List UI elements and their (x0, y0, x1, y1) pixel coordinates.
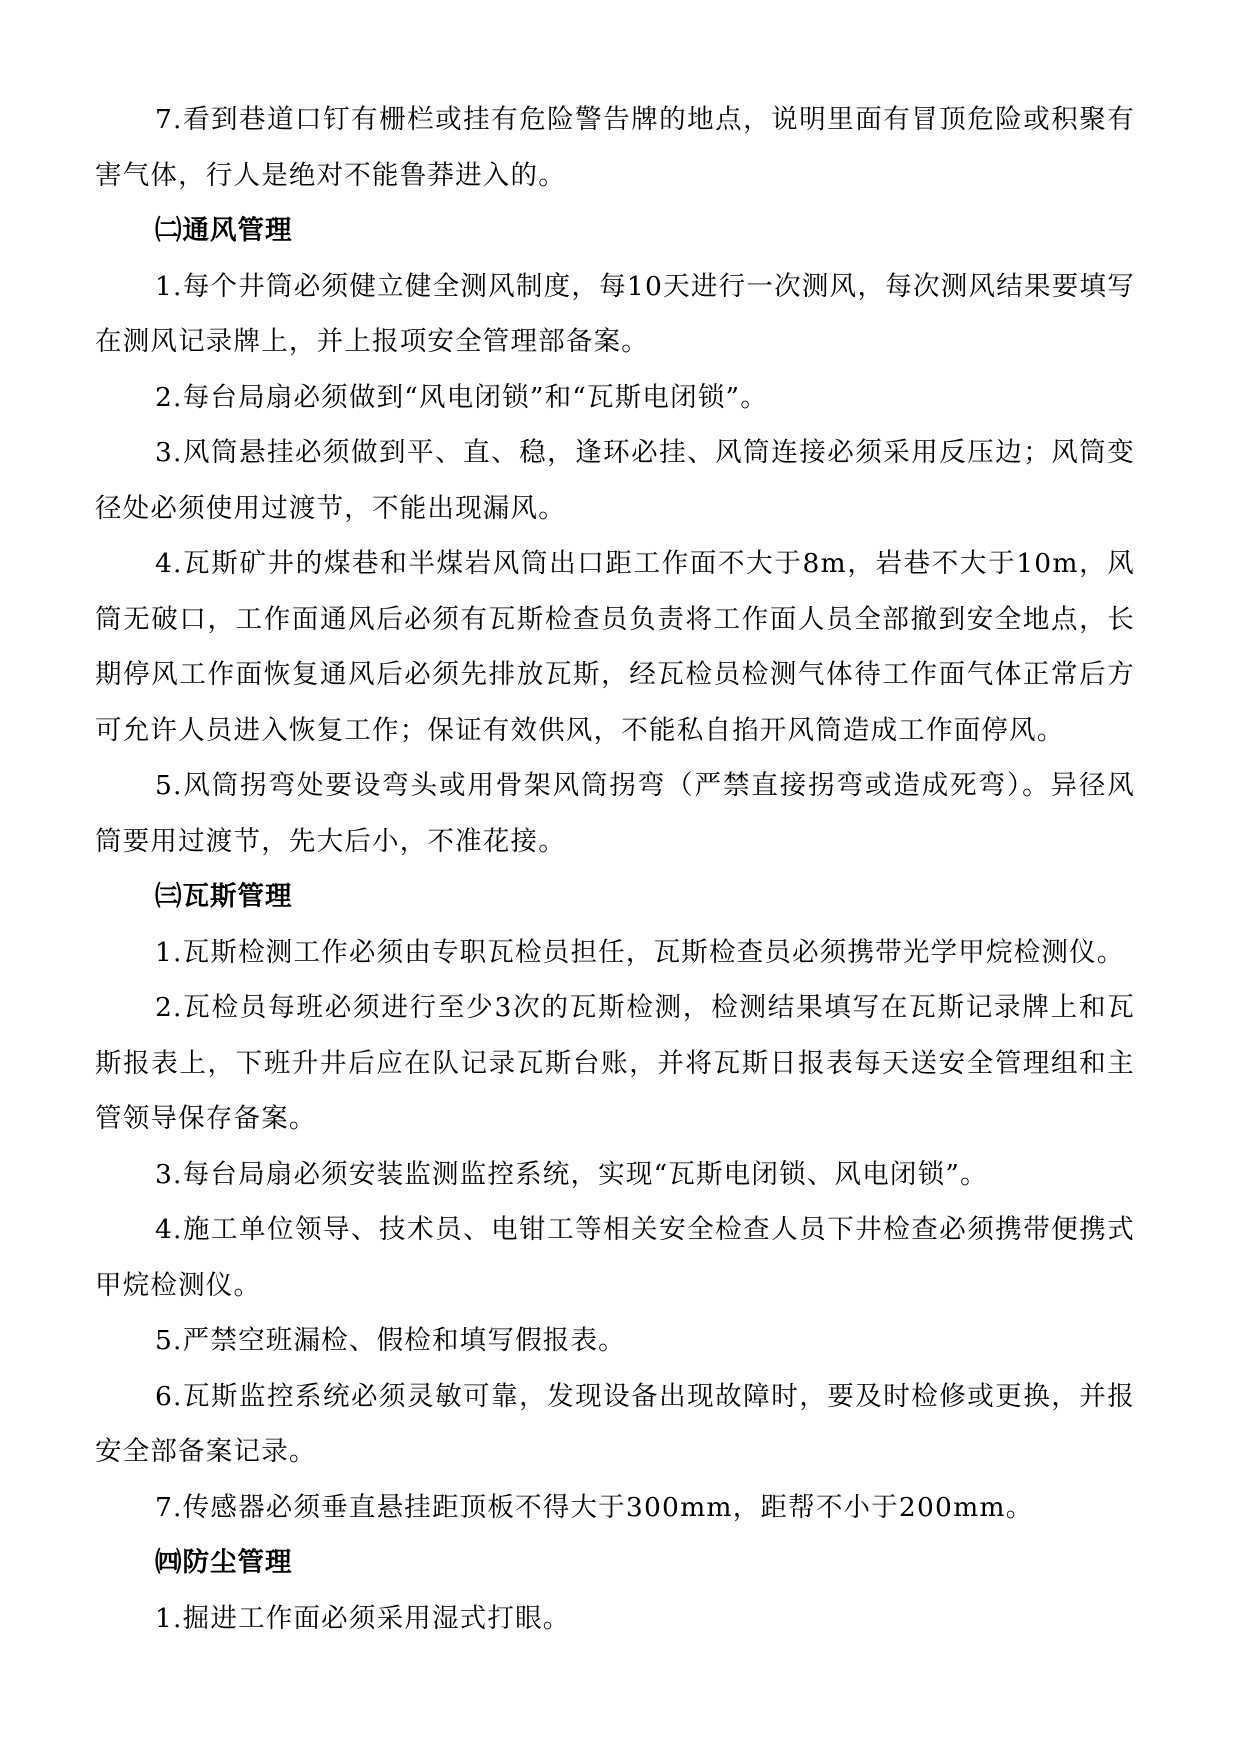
section-dust-heading: ㈣防尘管理 (155, 1547, 293, 1578)
section-ventilation-heading: ㈡通风管理 (155, 215, 293, 246)
ventilation-item-5: 5.风筒拐弯处要设弯头或用骨架风筒拐弯（严禁直接拐弯或造成死弯）。异径风筒要用过渡节，先大后小，不准花接。 (95, 770, 1135, 857)
ventilation-item-3: 3.风筒悬挂必须做到平、直、稳，逢环必挂、风筒连接必须采用反压边；风筒变径处必须使用过渡节，不能出现漏风。 (95, 437, 1135, 524)
gas-item-1: 1.瓦斯检测工作必须由专职瓦检员担任，瓦斯检查员必须携带光学甲烷检测仪。 (155, 936, 1125, 968)
ventilation-item-2: 2.每台局扇必须做到“风电闭锁”和“瓦斯电闭锁”。 (155, 381, 768, 413)
gas-item-2: 2.瓦检员每班必须进行至少3次的瓦斯检测，检测结果填写在瓦斯记录牌上和瓦斯报表上，下班升井后应在队记录瓦斯台账，并将瓦斯日报表每天送安全管理组和主管领导保存备案。 (95, 992, 1135, 1134)
ventilation-item-4: 4.瓦斯矿井的煤巷和半煤岩风筒出口距工作面不大于8m，岩巷不大于10m，风筒无破口，工作面通风后必须有瓦斯检查员负责将工作面人员全部撤到安全地点，长期停风工作面恢复通风后必须先排放瓦斯，经瓦检员检测气体待工作面气体正常后方可允许人员进入恢复工作；保证有效供风，不能私自掐开风筒造成工作面停风。 (95, 548, 1135, 746)
document-page (95, 92, 1135, 1646)
gas-item-4: 4.施工单位领导、技术员、电钳工等相关安全检查人员下井检查必须携带便携式甲烷检测仪。 (95, 1214, 1135, 1301)
gas-item-5: 5.严禁空班漏检、假检和填写假报表。 (155, 1325, 626, 1356)
dust-item-1: 1.掘进工作面必须采用湿式打眼。 (155, 1602, 571, 1634)
gas-item-7: 7.传感器必须垂直悬挂距顶板不得大于300mm，距帮不小于200mm。 (155, 1491, 1034, 1523)
ventilation-item-1: 1.每个井筒必须健立健全测风制度，每10天进行一次测风，每次测风结果要填写在测风记录牌上，并上报项安全管理部备案。 (95, 270, 1135, 357)
section-gas-heading: ㈢瓦斯管理 (155, 881, 293, 912)
item-7-tunnel-entrance: 7.看到巷道口钉有栅栏或挂有危险警告牌的地点，说明里面有冒顶危险或积聚有害气体，行人是绝对不能鲁莽进入的。 (95, 104, 1135, 191)
gas-item-6: 6.瓦斯监控系统必须灵敏可靠，发现设备出现故障时，要及时检修或更换，并报安全部备案记录。 (95, 1380, 1135, 1467)
gas-item-3: 3.每台局扇必须安装监测监控系统，实现“瓦斯电闭锁、风电闭锁”。 (155, 1158, 988, 1190)
